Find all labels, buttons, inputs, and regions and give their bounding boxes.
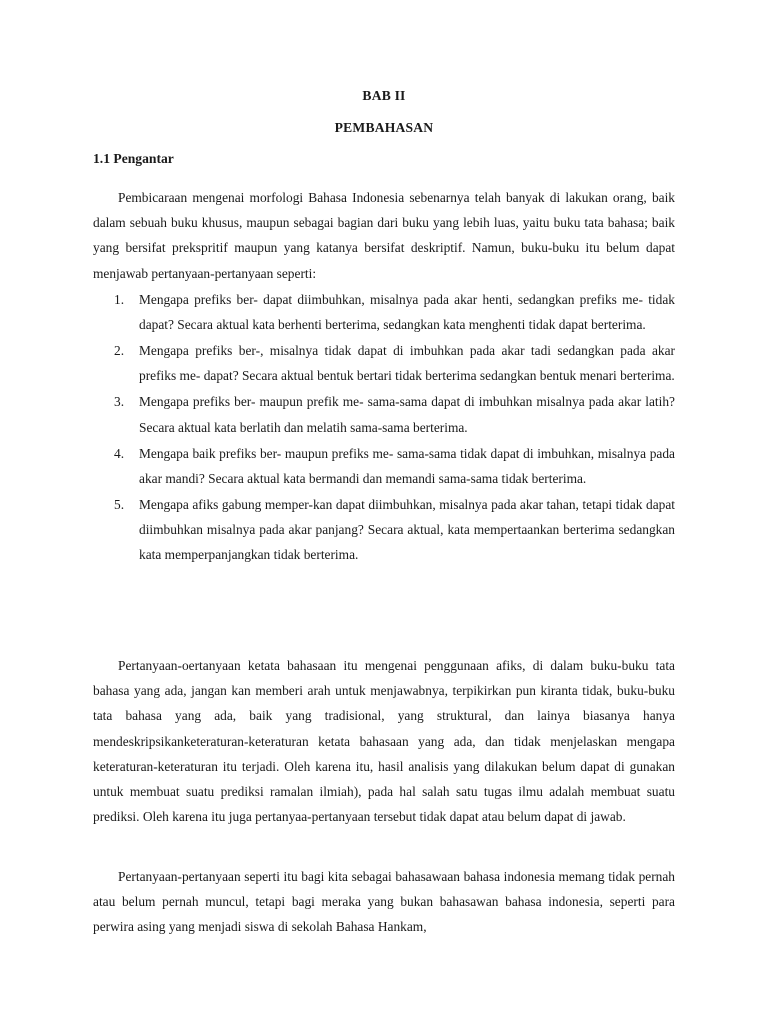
list-item-text: Mengapa afiks gabung memper-kan dapat diimbuhkan, misalnya pada akar tahan, tetapi tidak dapat diimbuhkan misalnya pada akar panjang? Secara aktual, kata mempertaankan berterima sedangkan kata memperpanjangkan tidak berterima. [139, 496, 675, 563]
list-item [93, 287, 675, 337]
list-item [93, 441, 675, 491]
section-title: PEMBAHASAN [334, 120, 434, 135]
list-item [93, 492, 675, 568]
list-item-text: Mengapa baik prefiks ber- maupun prefiks me- sama-sama tidak dapat di imbuhkan, misalnya pada akar mandi? Secara aktual kata bermandi dan memandi sama-sama tidak berterima. [139, 445, 675, 486]
chapter-heading: BAB II [362, 88, 406, 103]
list-item-number: 3. [114, 394, 125, 410]
list-item-number: 1. [114, 292, 125, 307]
list-item-text: Mengapa prefiks ber-, misalnya tidak dapat di imbuhkan pada akar tadi sedangkan pada akar prefiks me- dapat? Secara aktual bentuk bertari tidak berterima sedangkan bentuk menari berterima. [139, 343, 675, 384]
list-item-text: Mengapa prefiks ber- dapat diimbuhkan, misalnya pada akar henti, sedangkan prefiks me- tidak dapat? Secara aktual kata berhenti berterima, sedangkan kata menghenti tidak dapat berterima. [139, 292, 675, 333]
subsection-heading: 1.1 Pengantar [93, 151, 174, 166]
list-item-number: 5. [114, 496, 125, 512]
list-item-number: 4. [114, 445, 125, 461]
list-item-text: Mengapa prefiks ber- maupun prefik me- sama-sama dapat di imbuhkan misalnya pada akar latih? Secara aktual kata berlatih dan melatih sama-sama berterima. [139, 394, 675, 435]
intro-paragraph: Pembicaraan mengenai morfologi Bahasa Indonesia sebenarnya telah banyak di lakukan orang, baik dalam sebuah buku khusus, maupun sebagai bagian dari buku yang lebih luas, yaitu buku tata bahasa; baik yang bersifat prekspritif maupun yang katanya bersifat deskriptif. Namun, buku-buku itu belum dapat menjawab pertanyaan-pertanyaan seperti: [93, 190, 675, 281]
list-item [93, 338, 675, 388]
body-paragraph-3: Pertanyaan-pertanyaan seperti itu bagi kita sebagai bahasawaan bahasa indonesia memang tidak pernah atau belum pernah muncul, tetapi bagi meraka yang bukan bahasawan bahasa indonesia, seperti para perwira asing yang menjadi siswa di sekolah Bahasa Hankam, [93, 869, 675, 935]
body-paragraph-2: Pertanyaan-oertanyaan ketata bahasaan itu mengenai penggunaan afiks, di dalam buku-buku tata bahasa yang ada, jangan kan memberi arah untuk menjawabnya, terpikirkan pun kiranta tidak, buku-buku tata bahasa yang ada, baik yang tradisional, yang struktural, dan lainya biasanya hanya mendeskripsikanketeraturan-keteraturan ketata bahasaan yang ada, dan tidak menjelaskan mengapa keteraturan-keteraturan itu terjadi. Oleh karena itu, hasil analisis yang dilakukan belum dapat di gunakan untuk membuat suatu prediksi ramalan ilmiah), pada hal salah satu tugas ilmu adalah membuat suatu prediksi. Oleh karena itu juga pertanyaa-pertanyaan tersebut tidak dapat atau belum dapat di jawab. [93, 658, 675, 825]
list-item [93, 389, 675, 439]
question-list [93, 287, 675, 568]
list-item-number: 2. [114, 343, 125, 359]
